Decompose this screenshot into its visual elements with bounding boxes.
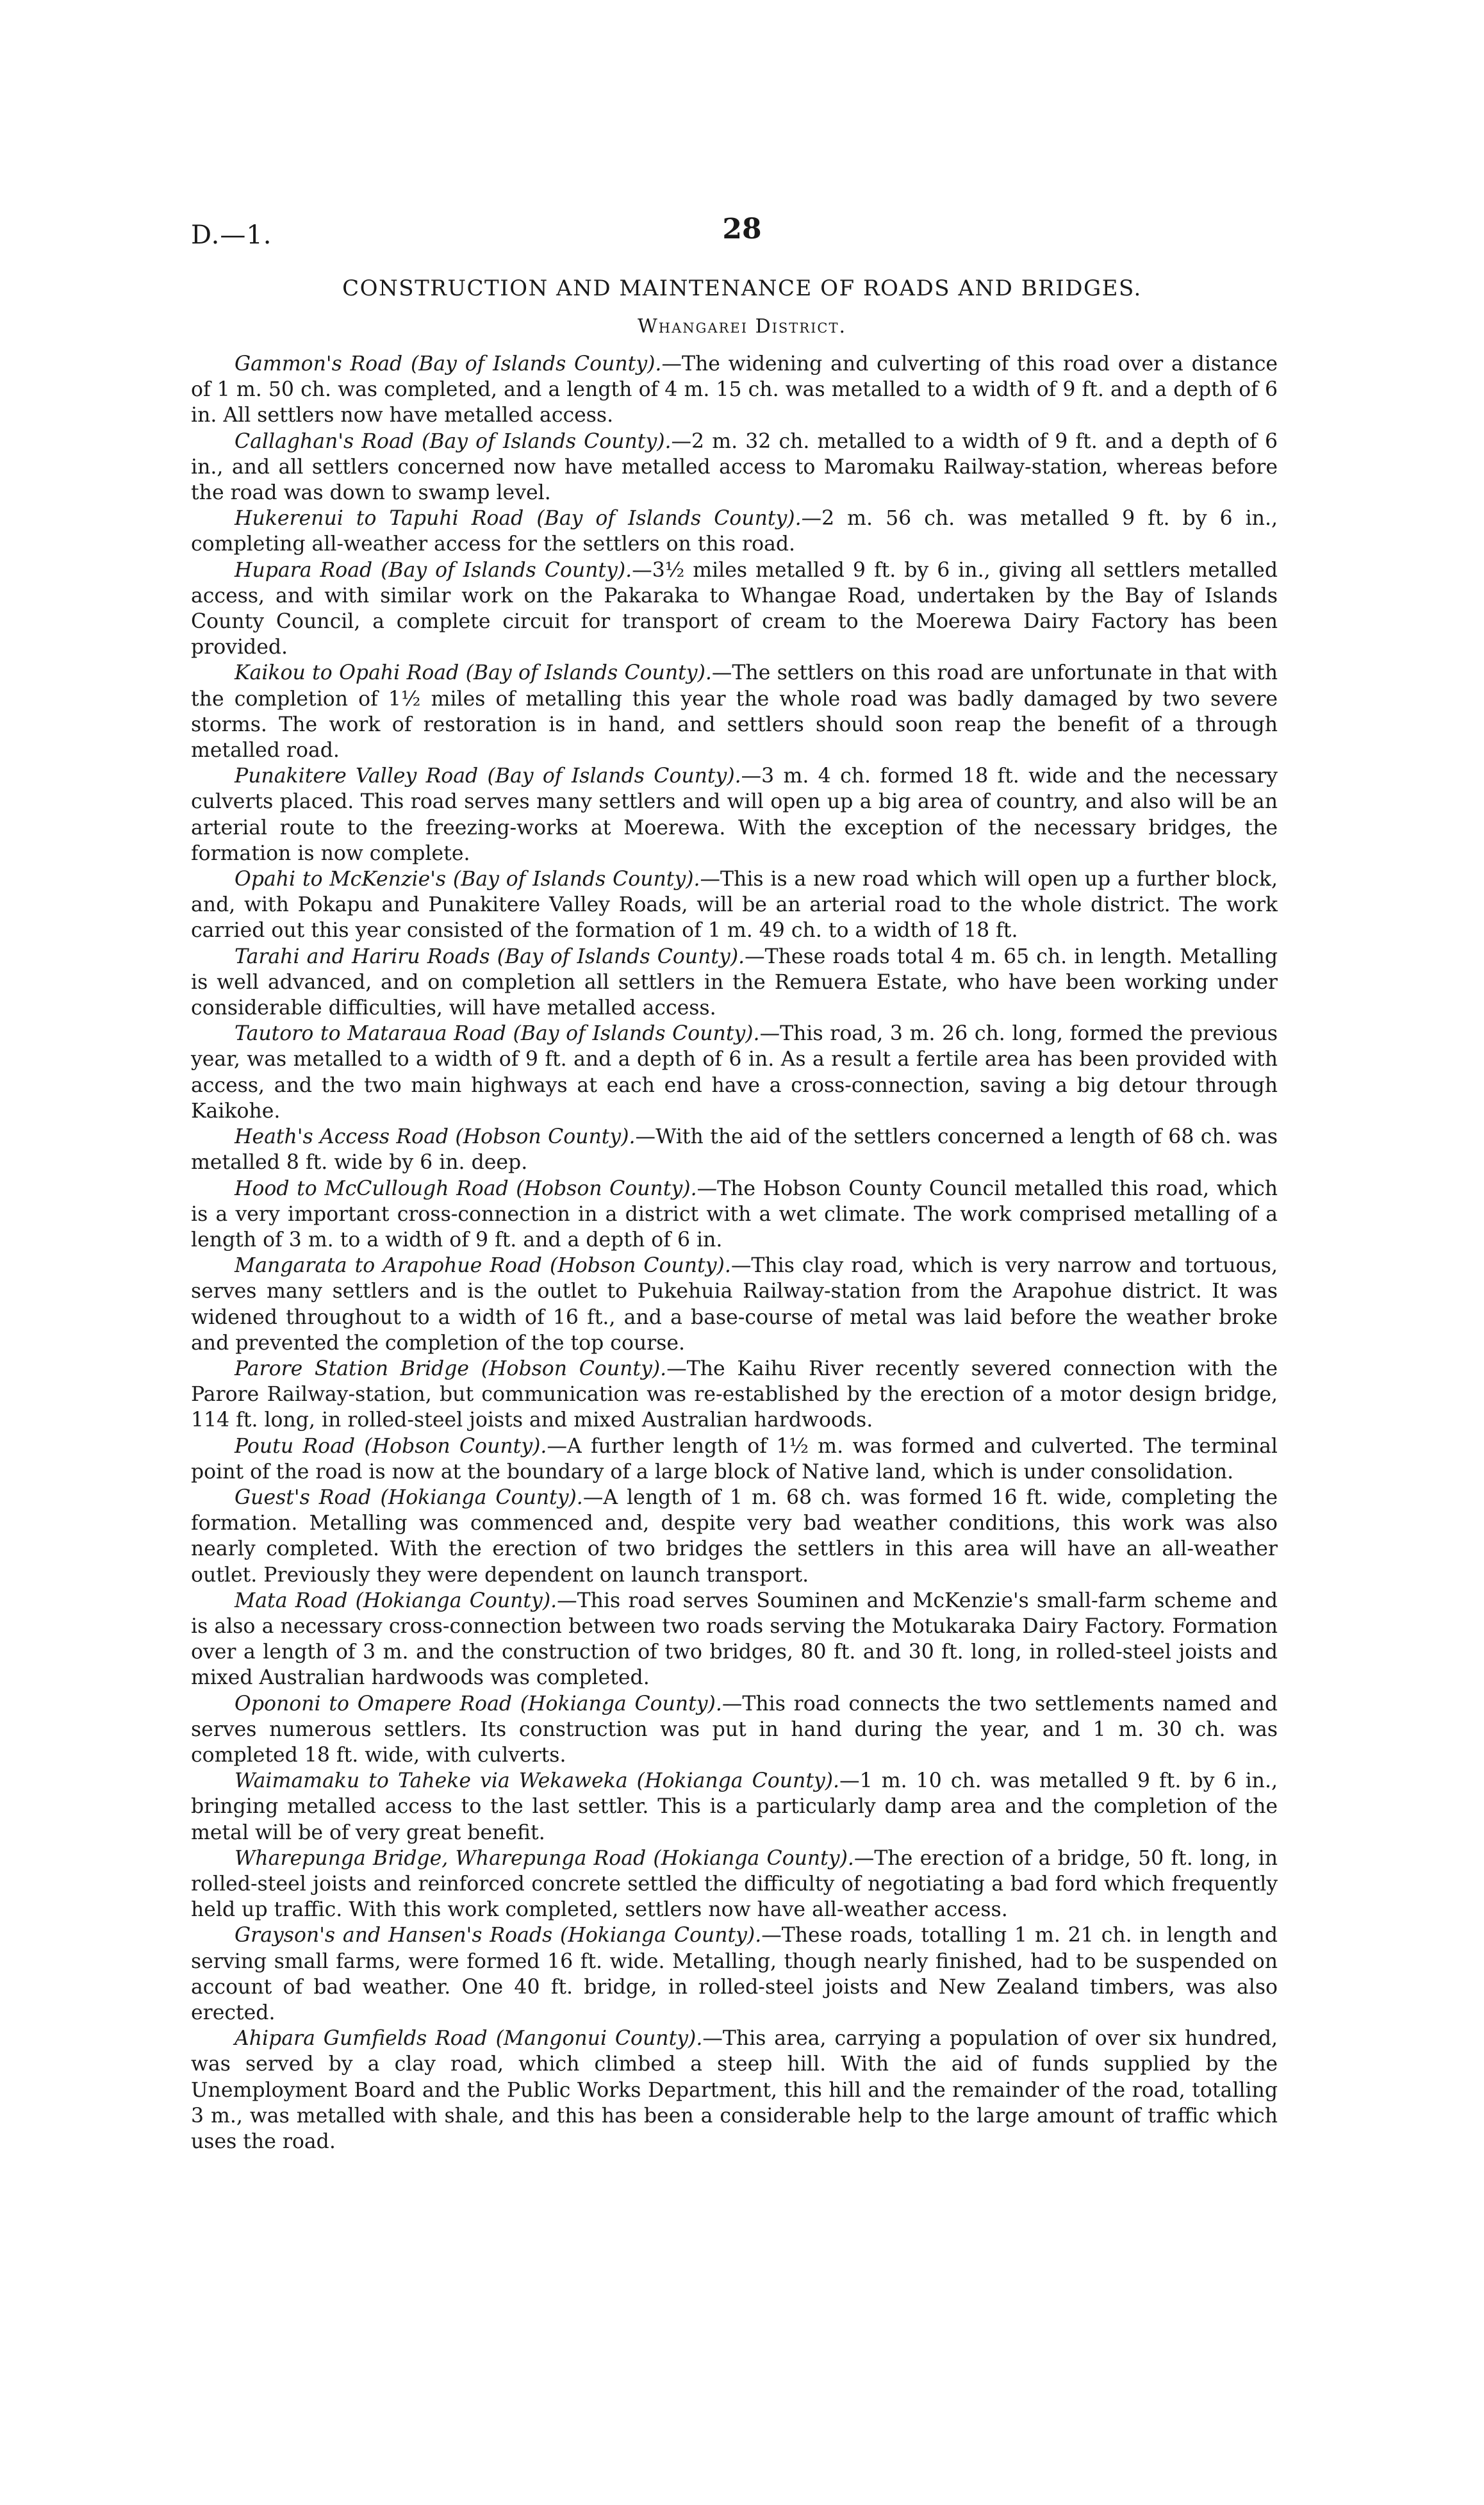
road-title: Hukerenui to Tapuhi Road (Bay of Islands County). (235, 507, 802, 531)
road-title: Parore Station Bridge (Hobson County). (235, 1357, 667, 1380)
paragraph (191, 1768, 1278, 1846)
road-title: Ahipara Gumfields Road (Mangonui County). (235, 2027, 703, 2051)
document-reference: D.—1. (191, 220, 272, 250)
paragraph-text: —A further length of 1½ m. was formed and culverted. The terminal point of the road is now at the boundary of a large block of Native land, which is under consolidation. (191, 1434, 1278, 1484)
paragraph (191, 1846, 1278, 1923)
report-body (191, 351, 1278, 2154)
paragraph (191, 506, 1278, 557)
paragraph-text: —The settlers on this road are unfortunate in that with the completion of 1½ miles of metalling this year the whole road was badly damaged by two severe storms. The work of restoration is in hand, and settlers should soon reap the benefit of a through metalled road. (191, 661, 1278, 763)
paragraph (191, 1356, 1278, 1434)
paragraph-text: —2 m. 56 ch. was metalled 9 ft. by 6 in., completing all-weather access for the settlers on this road. (191, 507, 1278, 556)
paragraph-text: —A length of 1 m. 68 ch. was formed 16 ft. wide, completing the formation. Metalling was commenced and, despite very bad weather conditions, this work was also nearly completed. With the erection of two bridges the settlers in this area will have an all-weather outlet. Previously they were dependent on launch transport. (191, 1485, 1278, 1587)
road-title: Opahi to McKenzie's (Bay of Islands County). (235, 868, 700, 891)
paragraph (191, 944, 1278, 1021)
paragraph (191, 1124, 1278, 1175)
paragraph (191, 763, 1278, 866)
paragraph (191, 1691, 1278, 1769)
road-title: Heath's Access Road (Hobson County). (235, 1125, 636, 1149)
paragraph-text: —This clay road, which is very narrow and tortuous, serves many settlers and is the outlet to Pukehuia Railway-station from the Arapohue district. It was widened throughout to a width of 16 ft., and a base-course of metal was laid before the weather broke and prevented the completion of the top course. (191, 1254, 1278, 1355)
paragraph (191, 1176, 1278, 1253)
paragraph-text: —This is a new road which will open up a further block, and, with Pokapu and Punakitere Valley Roads, will be an arterial road to the whole district. The work carried out this year consisted of the formation of 1 m. 49 ch. to a width of 18 ft. (191, 868, 1278, 943)
road-title: Tarahi and Hariru Roads (Bay of Islands County). (235, 945, 745, 968)
paragraph-text: —This road, 3 m. 26 ch. long, formed the previous year, was metalled to a width of 9 ft. and a depth of 6 in. As a result a fertile area has been provided with access, and the two main highways at each end have a cross-connection, saving a big detour through Kaikohe. (191, 1022, 1278, 1123)
paragraph (191, 1922, 1278, 2026)
road-title: Tautoro to Mataraua Road (Bay of Islands County). (235, 1022, 760, 1046)
paragraph-text: —These roads, totalling 1 m. 21 ch. in length and serving small farms, were formed 16 ft. wide. Metalling, though nearly finished, had to be suspended on account of bad weather. One 40 ft. bridge, in rolled-steel joists and New Zealand timbers, was also erected. (191, 1924, 1278, 2024)
paragraph-text: —The widening and culverting of this road over a distance of 1 m. 50 ch. was completed, and a length of 4 m. 15 ch. was metalled to a width of 9 ft. and a depth of 6 in. All settlers now have metalled access. (191, 352, 1278, 427)
road-title: Opononi to Omapere Road (Hokianga County). (235, 1692, 722, 1715)
page-number: 28 (722, 213, 762, 245)
paragraph-text: —With the aid of the settlers concerned a length of 68 ch. was metalled 8 ft. wide by 6 in. deep. (191, 1125, 1278, 1175)
road-title: Kaikou to Opahi Road (Bay of Islands County). (235, 661, 712, 685)
paragraph (191, 558, 1278, 661)
road-title: Waimamaku to Taheke via Wekaweka (Hokianga County). (235, 1769, 840, 1793)
road-title: Punakitere Valley Road (Bay of Islands County). (235, 765, 741, 788)
paragraph-text: —The erection of a bridge, 50 ft. long, in rolled-steel joists and reinforced concrete settled the difficulty of negotiating a bad ford which frequently held up traffic. With this work completed, settlers now have all-weather access. (191, 1846, 1278, 1922)
paragraph (191, 660, 1278, 763)
paragraph-text: —2 m. 32 ch. metalled to a width of 9 ft. and a depth of 6 in., and all settlers concerned now have metalled access to Maromaku Railway-station, whereas before the road was down to swamp level. (191, 429, 1278, 505)
paragraph-text: —The Kaihu River recently severed connection with the Parore Railway-station, but communication was re-established by the erection of a motor design bridge, 114 ft. long, in rolled-steel joists and mixed Australian hardwoods. (191, 1357, 1278, 1432)
paragraph-text: —This road connects the two settlements named and serves numerous settlers. Its construction was put in hand during the year, and 1 m. 30 ch. was completed 18 ft. wide, with culverts. (191, 1692, 1278, 1767)
paragraph (191, 2026, 1278, 2154)
section-heading: CONSTRUCTION AND MAINTENANCE OF ROADS AND BRIDGES. (342, 276, 1142, 301)
road-title: Callaghan's Road (Bay of Islands County). (235, 429, 672, 453)
paragraph-text: —The Hobson County Council metalled this road, which is a very important cross-connection in a district with a wet climate. The work comprised metalling of a length of 3 m. to a width of 9 ft. and a depth of 6 in. (191, 1177, 1278, 1252)
paragraph (191, 1434, 1278, 1485)
paragraph (191, 1021, 1278, 1124)
road-title: Poutu Road (Hobson County). (235, 1434, 547, 1458)
road-title: Wharepunga Bridge, Wharepunga Road (Hokianga County). (235, 1846, 854, 1870)
paragraph-text: —1 m. 10 ch. was metalled 9 ft. by 6 in., bringing metalled access to the last settler. This is a particularly damp area and the completion of the metal will be of very great benefit. (191, 1769, 1278, 1844)
paragraph-text: —3½ miles metalled 9 ft. by 6 in., giving all settlers metalled access, and with similar work on the Pakaraka to Whangae Road, undertaken by the Bay of Islands County Council, a complete circuit for transport of cream to the Moerewa Dairy Factory has been provided. (191, 558, 1278, 659)
paragraph (191, 1485, 1278, 1588)
paragraph (191, 1588, 1278, 1691)
road-title: Hupara Road (Bay of Islands County). (235, 558, 632, 582)
road-title: Mangarata to Arapohue Road (Hobson County). (235, 1254, 731, 1278)
road-title: Hood to McCullough Road (Hobson County). (235, 1177, 697, 1200)
road-title: Gammon's Road (Bay of Islands County). (235, 352, 662, 376)
paragraph (191, 351, 1278, 429)
paragraph (191, 866, 1278, 944)
paragraph-text: —3 m. 4 ch. formed 18 ft. wide and the necessary culverts placed. This road serves many settlers and will open up a big area of country, and also will be an arterial route to the freezing-works at Moerewa. With the exception of the necessary bridges, the formation is now complete. (191, 765, 1278, 865)
paragraph-text: —These roads total 4 m. 65 ch. in length. Metalling is well advanced, and on completion all settlers in the Remuera Estate, who have been working under considerable difficulties, will have metalled access. (191, 945, 1278, 1020)
paragraph-text: —This road serves Souminen and McKenzie's small-farm scheme and is also a necessary cross-connection between two roads serving the Motukaraka Dairy Factory. Formation over a length of 3 m. and the construction of two bridges, 80 ft. and 30 ft. long, in rolled-steel joists and mixed Australian hardwoods was completed. (191, 1589, 1278, 1690)
paragraph-text: —This area, carrying a population of over six hundred, was served by a clay road, which climbed a steep hill. With the aid of funds supplied by the Unemployment Board and the Public Works Department, this hill and the remainder of the road, totalling 3 m., was metalled with shale, and this has been a considerable help to the large amount of traffic which uses the road. (191, 2027, 1278, 2154)
road-title: Grayson's and Hansen's Roads (Hokianga County). (235, 1924, 762, 1947)
paragraph (191, 1253, 1278, 1356)
road-title: Mata Road (Hokianga County). (235, 1589, 557, 1612)
road-title: Guest's Road (Hokianga County). (235, 1485, 583, 1509)
district-subheading: Whangarei District. (637, 315, 847, 338)
paragraph (191, 429, 1278, 506)
